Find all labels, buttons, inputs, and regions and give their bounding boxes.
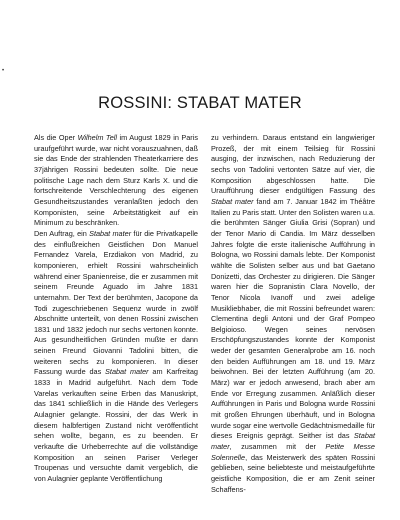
text: zu verhindern. Daraus entstand ein langwieriger Prozeß, der mit einem Teilsieg für Rossini ausging, der inzwischen, nach Reduzierung der sechs von Tadolini vertonten Sätze auf vier, die Komposition abgeschlossen hatte. Die Uraufführung dieser endgültigen Fassung des xyxy=(211,133,375,196)
text: , zusammen mit der xyxy=(229,442,326,452)
left-column xyxy=(34,133,198,493)
page-title: ROSSINI: STABAT MATER xyxy=(98,94,302,112)
text: Als die Oper xyxy=(34,133,78,142)
right-column xyxy=(211,133,375,493)
paragraph-1 xyxy=(34,133,198,229)
paragraph-3 xyxy=(211,133,375,495)
text: am Karfreitag 1833 in Madrid aufgeführt. Nach dem Tode Varelas verkauften seine Erben das Manuskript, das 1841 schließlich in die Hände des Verlegers Aulagnier gelangte. Rossini, der das Werk in diesem halbfertigen Zustand nicht veröffentlicht sehen wollte, begann, es zu beenden. Er verkaufte die Urheberrechte auf die vollständige Komposition an seinen Pariser Verleger Troupenas und versuchte damit vergeblich, die von Aulagnier geplante Veröffentlichung xyxy=(34,367,198,483)
work-title: Stabat mater xyxy=(211,196,254,206)
work-title: Stabat mater xyxy=(89,228,132,238)
text: , das Meisterwerk des späten Rossini geblieben, seine beliebteste und meistaufgeführte geistliche Komposition, die er am Zenit seiner Schaffens- xyxy=(211,452,375,494)
paragraph-2 xyxy=(34,229,198,485)
text: für die Privatkapelle des einflußreichen Geistlichen Don Manuel Fernandez Varela, Erzdiakon von Madrid, zu komponieren, erhielt Rossini wahrscheinlich während einer Spanienreise, die er zusammen mit seinem Freunde Aguado im Jahre 1831 unternahm. Der Text der berühmten, Jacopone da Todi zugeschriebenen Sequenz wurde in zwölf Abschnitte unterteilt, von denen Rossini zwischen 1831 und 1832 jedoch nur sechs vertonen konnte. Aus gesundheitlichen Gründen mußte er dann seinen Freund Giovanni Tadolini bitten, die weiteren sechs zu komponieren. In dieser Fassung wurde das xyxy=(34,228,198,377)
opera-title: Wilhelm Tell xyxy=(77,133,118,142)
margin-mark: • xyxy=(2,68,5,74)
work-title: Petite Messe Solennelle xyxy=(211,442,375,462)
article-body xyxy=(34,133,375,493)
text: im August 1829 in Paris uraufgeführt wurde, war nicht vorauszuahnen, daß sie das Ende der strahlenden Theaterkarriere des 37jährigen Rossini bedeuten sollte. Die neue politische Lage nach dem Sturz Karls X. und die fortschreitende Verschlechterung des eigenen Gesundheitszustandes veranlaßten jedoch den Komponisten, seine Arbeitstätigkeit auf ein Minimum zu beschränken. xyxy=(34,133,199,228)
work-title: Stabat mater xyxy=(105,367,149,377)
work-title: Stabat mater xyxy=(211,431,375,452)
text: fand am 7. Januar 1842 im Théâtre Italien zu Paris statt. Unter den Solisten waren u.a. die berühmten Sänger Giulia Grisi (Sopran) und der Tenor Mario di Candia. Im März desselben Jahres folgte die erste italienische Aufführung in Bologna, wo Rossini damals lebte. Der Komponist wählte die Solisten selber aus und bat Gaetano Donizetti, das Orchester zu dirigieren. Die Sänger waren hier die Sopranistin Clara Novello, der Tenor Nicola Ivanoff und zwei adelige Musikliebhaber, die mit Rossini befreundet waren: Clementina degli Antoni und der Graf Pompeo Belgioioso. Wegen seines nervösen Erschöpfungszustandes konnte der Komponist weder der gesamten Generalprobe am 16. noch den beiden Aufführungen am 18. und 19. März beiwohnen. Bei der letzten Aufführung (am 20. März) war er jedoch anwesend, brach aber am Ende vor Erregung zusammen. Anläßlich dieser Aufführungen in Paris und Bologna wurde Rossini mit großen Ehrungen überhäuft, und in Bologna wurde sogar eine wertvolle Gedächtnismedaille für dieses Ereignis geprägt. Seither ist das xyxy=(211,196,376,441)
text: Den Auftrag, ein xyxy=(34,228,90,238)
